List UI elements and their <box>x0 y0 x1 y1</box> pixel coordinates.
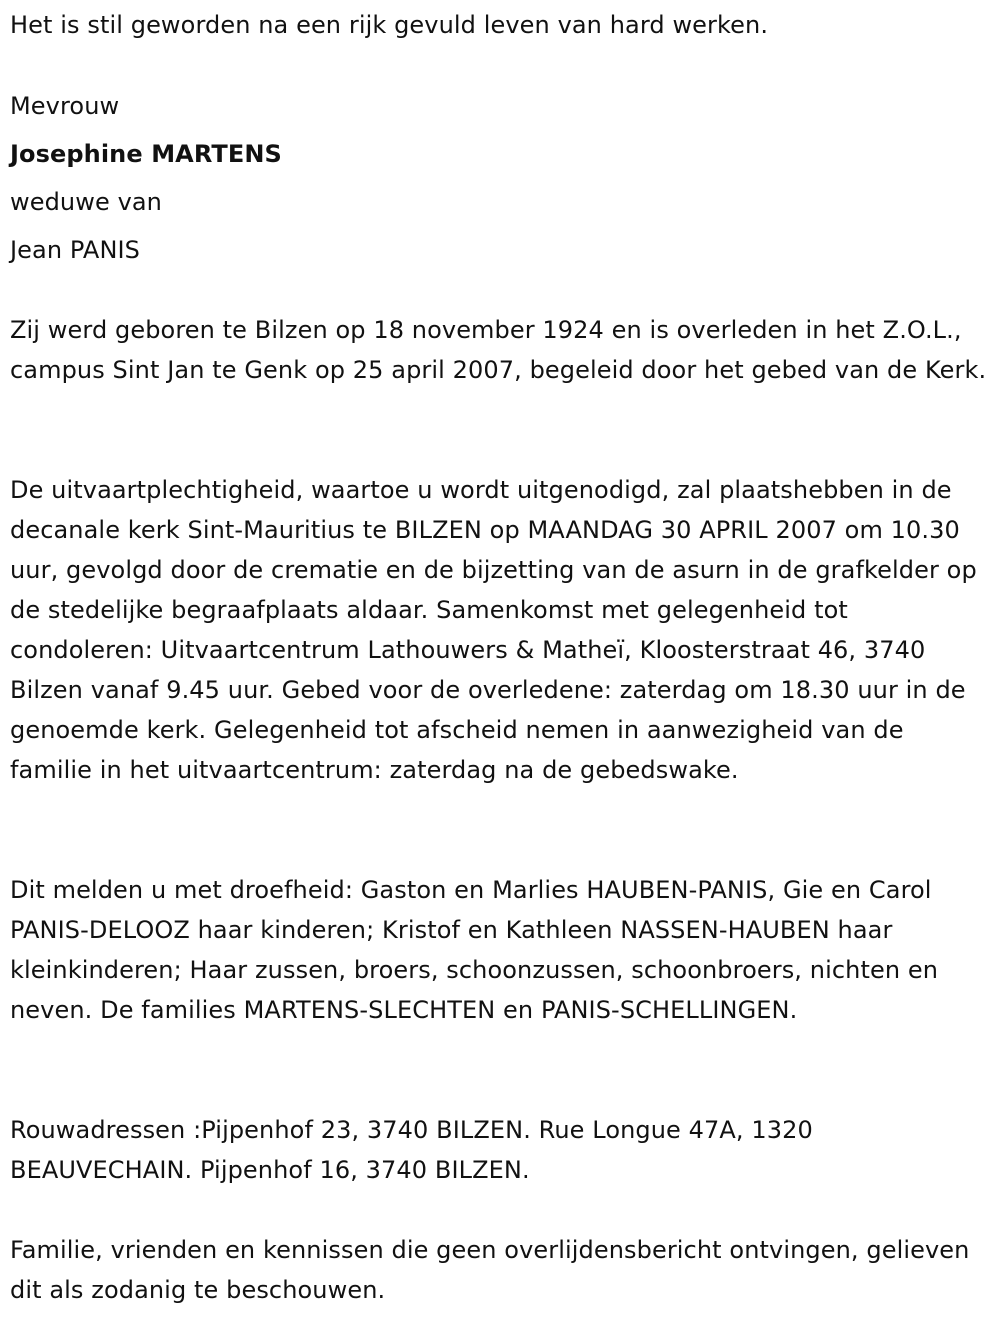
intro-line: Het is stil geworden na een rijk gevuld leven van hard werken. <box>10 11 769 39</box>
birth-death-paragraph: Zij werd geboren te Bilzen op 18 november 1924 en is overleden in het Z.O.L., campus Sint Jan te Genk op 25 april 2007, begeleid door het gebed van de Kerk. <box>10 316 987 384</box>
spouse-name: Jean PANIS <box>10 236 141 264</box>
family-paragraph: Dit melden u met droefheid: Gaston en Marlies HAUBEN-PANIS, Gie en Carol PANIS-DELOOZ haar kinderen; Kristof en Kathleen NASSEN-HAUBEN haar kleinkinderen; Haar zussen, broers, schoonzussen, schoonbroers, nichten en neven. De families MARTENS-SLECHTEN en PANIS-SCHELLINGEN. <box>10 876 939 1024</box>
addresses-paragraph: Rouwadressen :Pijpenhof 23, 3740 BILZEN. Rue Longue 47A, 1320 BEAUVECHAIN. Pijpenhof 16, 3740 BILZEN. <box>10 1116 813 1184</box>
funeral-paragraph: De uitvaartplechtigheid, waartoe u wordt uitgenodigd, zal plaatshebben in de decanale kerk Sint-Mauritius te BILZEN op MAANDAG 30 APRIL 2007 om 10.30 uur, gevolgd door de crematie en de bijzetting van de asurn in de grafkelder op de stedelijke begraafplaats aldaar. Samenkomst met gelegenheid tot condoleren: Uitvaartcentrum Lathouwers & Matheï, Kloosterstraat 46, 3740 Bilzen vanaf 9.45 uur. Gebed voor de overledene: zaterdag om 18.30 uur in de genoemde kerk. Gelegenheid tot afscheid nemen in aanwezigheid van de familie in het uitvaartcentrum: zaterdag na de gebedswake. <box>10 476 977 784</box>
relation-label: weduwe van <box>10 188 162 216</box>
deceased-name: Josephine MARTENS <box>10 140 282 168</box>
salutation: Mevrouw <box>10 92 120 120</box>
closing-paragraph: Familie, vrienden en kennissen die geen overlijdensbericht ontvingen, gelieven dit als zodanig te beschouwen. <box>10 1236 970 1304</box>
